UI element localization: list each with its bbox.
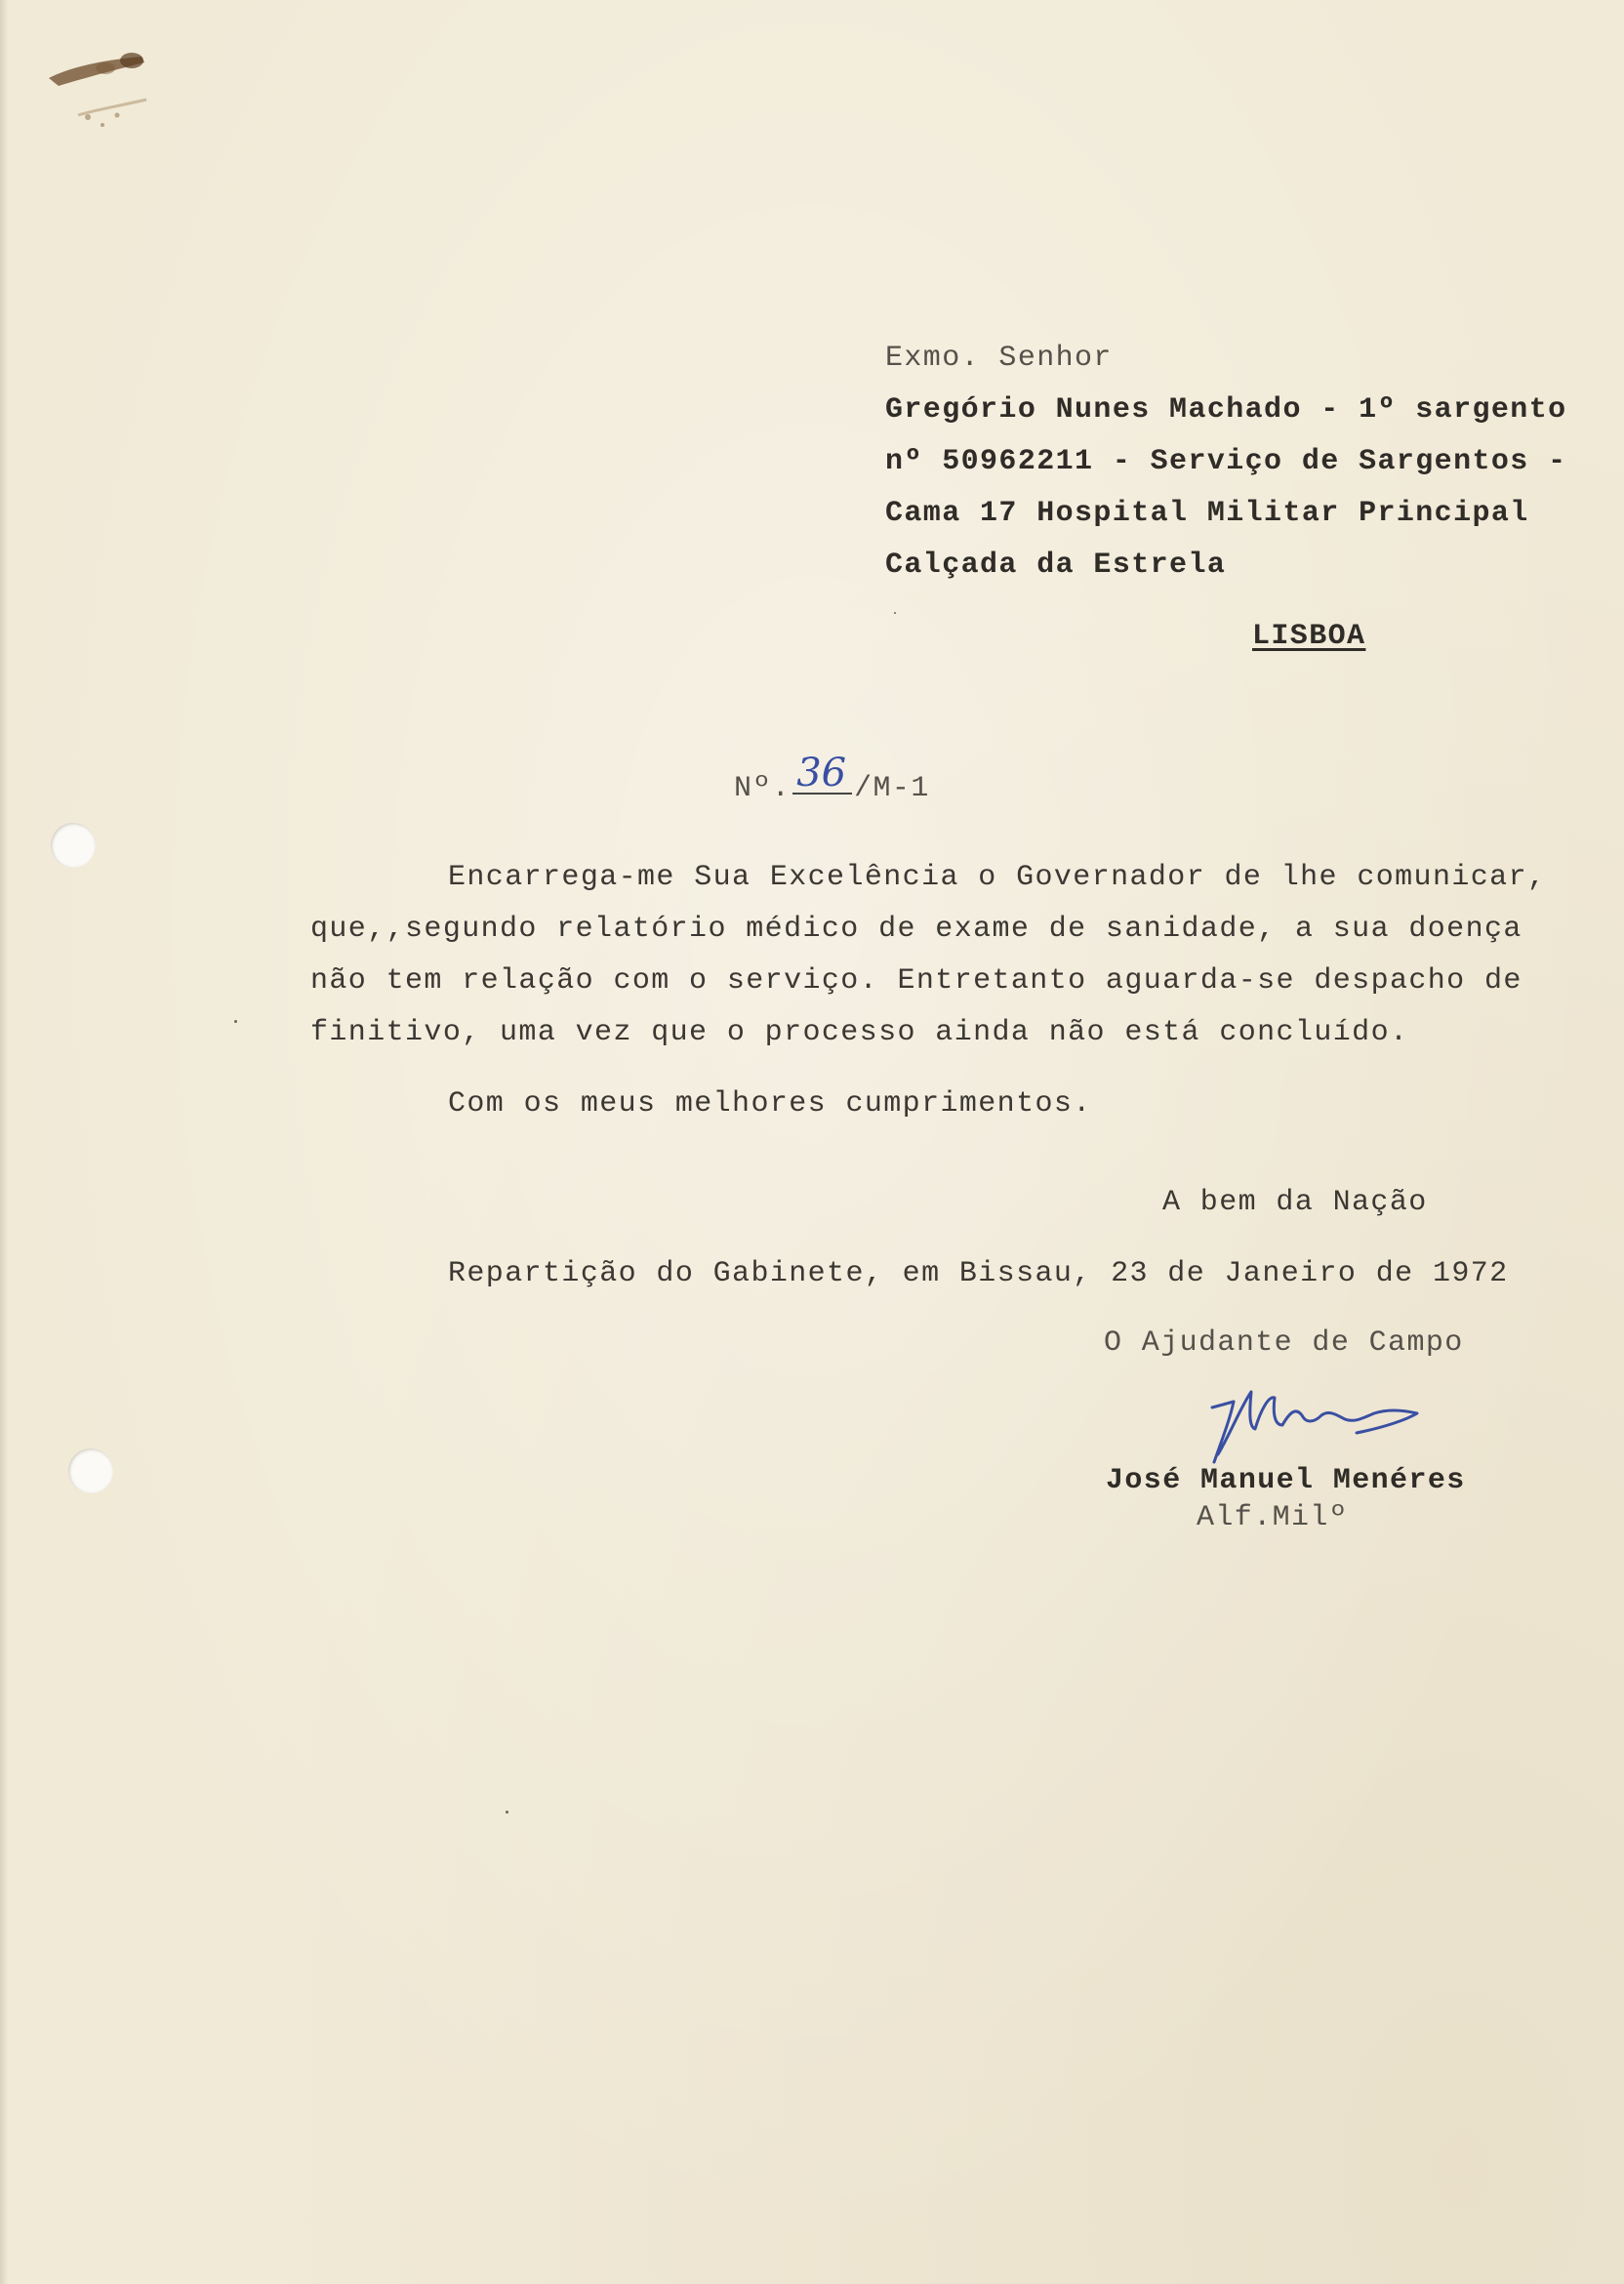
reference-prefix: Nº. [734, 772, 792, 805]
punch-hole-bottom [68, 1448, 113, 1493]
body-line-4: finitivo, uma vez que o processo ainda não está concluído. [310, 1016, 1409, 1049]
address-line-4: Calçada da Estrela [885, 549, 1227, 582]
place-date: Repartição do Gabinete, em Bissau, 23 de Janeiro de 1972 [448, 1257, 1509, 1290]
paper-speck [234, 1020, 237, 1023]
ink-stain-mark [29, 39, 166, 146]
body-line-3: não tem relação com o serviço. Entretanto aguarda-se despacho de [310, 964, 1522, 998]
signatory-name: José Manuel Menéres [1106, 1464, 1466, 1497]
greeting: Com os meus melhores cumprimentos. [448, 1087, 1092, 1121]
paper-speck [894, 612, 896, 614]
punch-hole-top [51, 823, 96, 868]
body-line-2: que,,segundo relatório médico de exame de sanidade, a sua doença [310, 913, 1522, 946]
address-line-3: Cama 17 Hospital Militar Principal [885, 497, 1529, 530]
body-line-1: Encarrega-me Sua Excelência o Governador de lhe comunicar, [448, 861, 1547, 894]
paper-edge-shadow [0, 0, 8, 2284]
reference-line [734, 751, 930, 805]
paper-speck [506, 1811, 508, 1814]
signatory-role: O Ajudante de Campo [1104, 1326, 1464, 1360]
signatory-rank: Alf.Milº [1197, 1501, 1349, 1534]
reference-number-handwritten: 36 [792, 754, 852, 795]
closing-motto: A bem da Nação [1162, 1186, 1428, 1219]
salutation: Exmo. Senhor [885, 342, 1113, 375]
address-line-1: Gregório Nunes Machado - 1º sargento [885, 393, 1567, 427]
address-line-2: nº 50962211 - Serviço de Sargentos - [885, 445, 1567, 478]
address-city: LISBOA [1252, 620, 1366, 653]
reference-suffix: /M-1 [854, 772, 930, 805]
